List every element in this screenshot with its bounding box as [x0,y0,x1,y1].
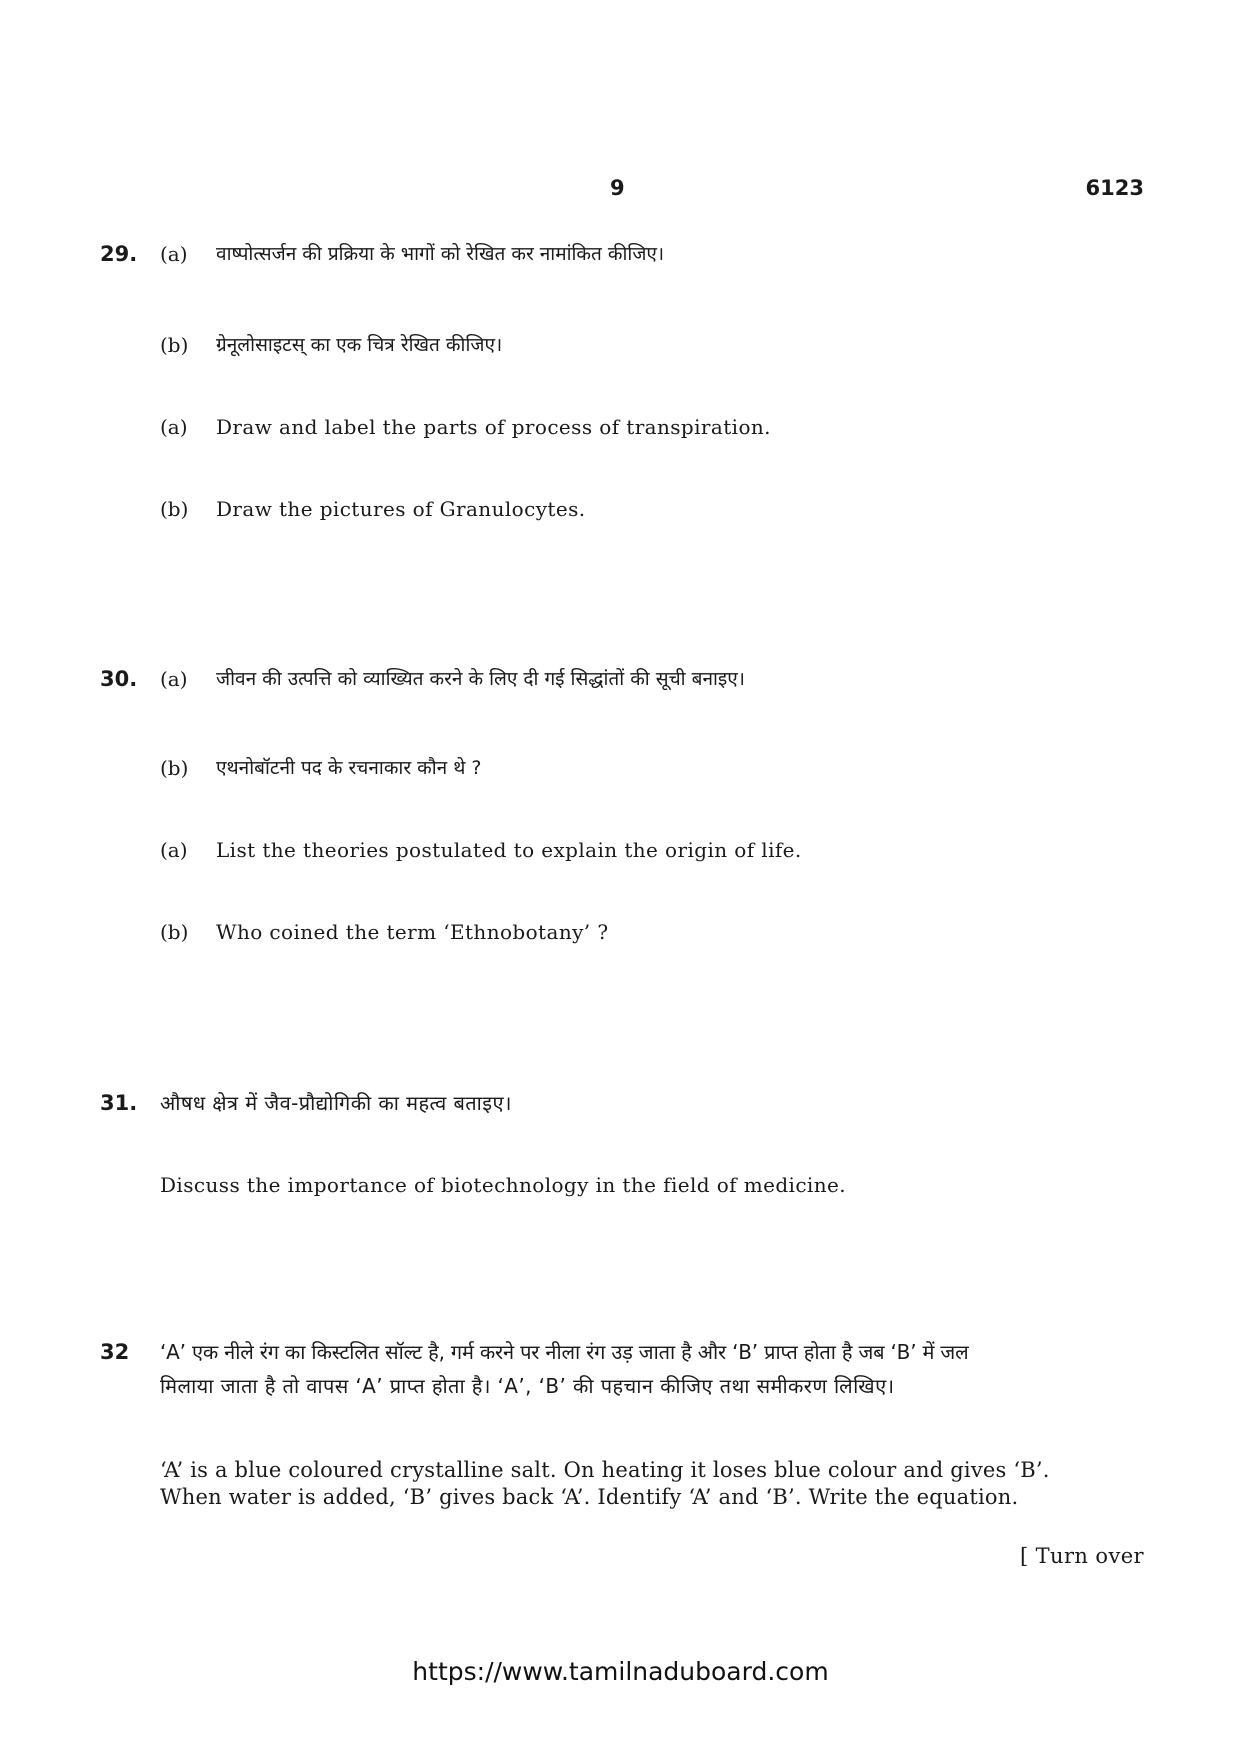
question-31-number: 31. [100,1091,138,1115]
q30-a-hindi: जीवन की उत्पत्ति को व्याख्यित करने के लिए दी गई सिद्धांतों की सूची बनाइए। [216,668,745,690]
q29-b-english: Draw the pictures of Granulocytes. [216,497,586,521]
q32-hindi-line-1: ‘A’ एक नीले रंग का किस्टलित सॉल्ट है, गर्म करने पर नीला रंग उड़ जाता है और ‘B’ प्राप्त होता है जब ‘B’ में जल [160,1340,969,1364]
q30-a-label-hindi: (a) [160,667,188,691]
q30-b-label-hindi: (b) [160,756,189,780]
question-32-number: 32 [100,1340,130,1364]
question-29-number: 29. [100,242,138,266]
q29-a-label-english: (a) [160,415,188,439]
q32-english-line-2: When water is added, ‘B’ gives back ‘A’. Identify ‘A’ and ‘B’. Write the equation. [160,1485,1019,1509]
q29-a-hindi: वाष्पोत्सर्जन की प्रक्रिया के भागों को रेखित कर नामांकित कीजिए। [216,243,665,265]
q31-hindi: औषध क्षेत्र में जैव-प्रौद्योगिकी का महत्व बताइए। [160,1091,512,1115]
q29-b-hindi: ग्रेनूलोसाइटस् का एक चित्र रेखित कीजिए। [216,334,503,356]
q31-english: Discuss the importance of biotechnology in the field of medicine. [160,1173,846,1197]
q29-b-label-hindi: (b) [160,333,189,357]
turn-over-note: [ Turn over [1019,1544,1144,1568]
page-number: 9 [610,176,625,200]
q30-b-hindi: एथनोबॉटनी पद के रचनाकार कौन थे ? [216,757,482,779]
paper-code: 6123 [1085,176,1144,200]
q32-hindi-line-2: मिलाया जाता है तो वापस ‘A’ प्राप्त होता है। ‘A’, ‘B’ की पहचान कीजिए तथा समीकरण लिखिए। [160,1374,895,1398]
q32-english-line-1: ‘A’ is a blue coloured crystalline salt. On heating it loses blue colour and gives ‘B’. [160,1458,1050,1482]
q30-b-english: Who coined the term ‘Ethnobotany’ ? [216,920,609,944]
q29-a-english: Draw and label the parts of process of transpiration. [216,415,771,439]
q29-b-label-english: (b) [160,497,189,521]
q30-b-label-english: (b) [160,920,189,944]
source-url[interactable]: https://www.tamilnaduboard.com [412,1657,829,1686]
q29-a-label-hindi: (a) [160,242,188,266]
q30-a-english: List the theories postulated to explain the origin of life. [216,838,802,862]
question-30-number: 30. [100,667,138,691]
q30-a-label-english: (a) [160,838,188,862]
